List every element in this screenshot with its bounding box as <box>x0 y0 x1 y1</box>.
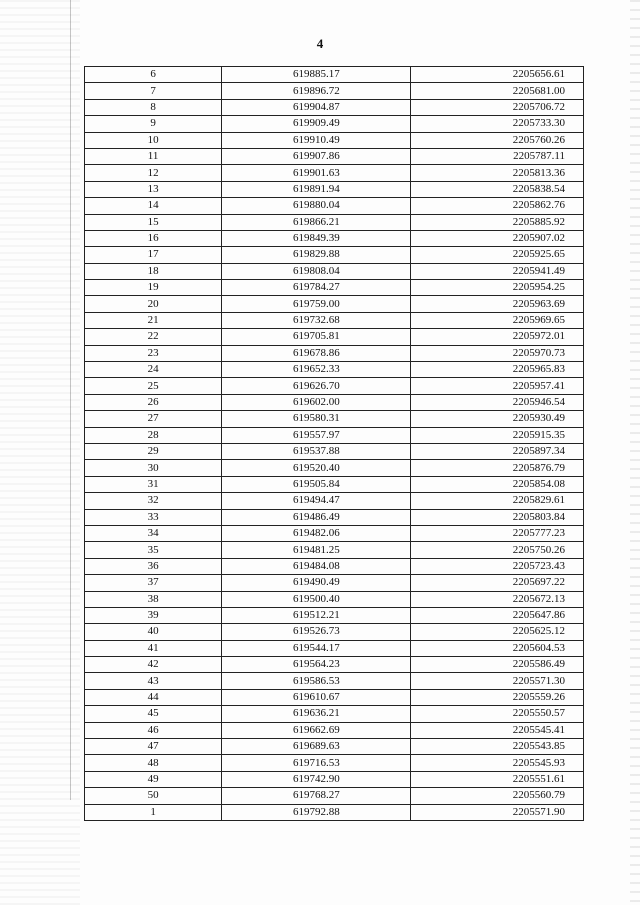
x-coordinate-cell: 619484.08 <box>222 558 411 574</box>
y-coordinate-cell: 2205970.73 <box>411 345 584 361</box>
point-number-cell: 38 <box>85 591 222 607</box>
y-coordinate-cell: 2205604.53 <box>411 640 584 656</box>
point-number-cell: 14 <box>85 198 222 214</box>
x-coordinate-cell: 619910.49 <box>222 132 411 148</box>
y-coordinate-cell: 2205972.01 <box>411 329 584 345</box>
table-row <box>85 722 584 738</box>
point-number-cell: 1 <box>85 804 222 820</box>
table-row <box>85 394 584 410</box>
table-row <box>85 771 584 787</box>
y-coordinate-cell: 2205969.65 <box>411 312 584 328</box>
point-number-cell: 17 <box>85 247 222 263</box>
table-row <box>85 230 584 246</box>
x-coordinate-cell: 619494.47 <box>222 493 411 509</box>
table-row <box>85 673 584 689</box>
table-row <box>85 476 584 492</box>
y-coordinate-cell: 2205862.76 <box>411 198 584 214</box>
point-number-cell: 26 <box>85 394 222 410</box>
y-coordinate-cell: 2205625.12 <box>411 624 584 640</box>
table-row <box>85 427 584 443</box>
y-coordinate-cell: 2205907.02 <box>411 230 584 246</box>
y-coordinate-cell: 2205551.61 <box>411 771 584 787</box>
point-number-cell: 6 <box>85 67 222 83</box>
y-coordinate-cell: 2205930.49 <box>411 411 584 427</box>
table-row <box>85 739 584 755</box>
x-coordinate-cell: 619526.73 <box>222 624 411 640</box>
table-row <box>85 755 584 771</box>
point-number-cell: 45 <box>85 706 222 722</box>
point-number-cell: 25 <box>85 378 222 394</box>
x-coordinate-cell: 619610.67 <box>222 689 411 705</box>
table-row <box>85 689 584 705</box>
table-row <box>85 198 584 214</box>
table-row <box>85 542 584 558</box>
table-row <box>85 657 584 673</box>
y-coordinate-cell: 2205838.54 <box>411 181 584 197</box>
x-coordinate-cell: 619705.81 <box>222 329 411 345</box>
x-coordinate-cell: 619759.00 <box>222 296 411 312</box>
x-coordinate-cell: 619716.53 <box>222 755 411 771</box>
x-coordinate-cell: 619678.86 <box>222 345 411 361</box>
table-row <box>85 788 584 804</box>
y-coordinate-cell: 2205957.41 <box>411 378 584 394</box>
point-number-cell: 39 <box>85 607 222 623</box>
y-coordinate-cell: 2205954.25 <box>411 280 584 296</box>
point-number-cell: 34 <box>85 525 222 541</box>
y-coordinate-cell: 2205885.92 <box>411 214 584 230</box>
x-coordinate-cell: 619602.00 <box>222 394 411 410</box>
point-number-cell: 21 <box>85 312 222 328</box>
point-number-cell: 13 <box>85 181 222 197</box>
x-coordinate-cell: 619732.68 <box>222 312 411 328</box>
table-row <box>85 116 584 132</box>
table-row <box>85 640 584 656</box>
table-row <box>85 329 584 345</box>
y-coordinate-cell: 2205586.49 <box>411 657 584 673</box>
x-coordinate-cell: 619901.63 <box>222 165 411 181</box>
table-row <box>85 247 584 263</box>
y-coordinate-cell: 2205925.65 <box>411 247 584 263</box>
y-coordinate-cell: 2205787.11 <box>411 148 584 164</box>
x-coordinate-cell: 619885.17 <box>222 67 411 83</box>
x-coordinate-cell: 619564.23 <box>222 657 411 673</box>
point-number-cell: 16 <box>85 230 222 246</box>
point-number-cell: 24 <box>85 362 222 378</box>
table-row <box>85 411 584 427</box>
point-number-cell: 46 <box>85 722 222 738</box>
y-coordinate-cell: 2205545.93 <box>411 755 584 771</box>
x-coordinate-cell: 619580.31 <box>222 411 411 427</box>
x-coordinate-cell: 619907.86 <box>222 148 411 164</box>
x-coordinate-cell: 619490.49 <box>222 575 411 591</box>
y-coordinate-cell: 2205876.79 <box>411 460 584 476</box>
point-number-cell: 47 <box>85 739 222 755</box>
x-coordinate-cell: 619742.90 <box>222 771 411 787</box>
point-number-cell: 7 <box>85 83 222 99</box>
y-coordinate-cell: 2205854.08 <box>411 476 584 492</box>
point-number-cell: 31 <box>85 476 222 492</box>
y-coordinate-cell: 2205760.26 <box>411 132 584 148</box>
point-number-cell: 43 <box>85 673 222 689</box>
table-row <box>85 263 584 279</box>
point-number-cell: 20 <box>85 296 222 312</box>
table-row <box>85 706 584 722</box>
y-coordinate-cell: 2205750.26 <box>411 542 584 558</box>
y-coordinate-cell: 2205560.79 <box>411 788 584 804</box>
point-number-cell: 32 <box>85 493 222 509</box>
table-row <box>85 181 584 197</box>
x-coordinate-cell: 619544.17 <box>222 640 411 656</box>
y-coordinate-cell: 2205697.22 <box>411 575 584 591</box>
point-number-cell: 41 <box>85 640 222 656</box>
y-coordinate-cell: 2205813.36 <box>411 165 584 181</box>
x-coordinate-cell: 619792.88 <box>222 804 411 820</box>
point-number-cell: 11 <box>85 148 222 164</box>
table-row <box>85 132 584 148</box>
y-coordinate-cell: 2205723.43 <box>411 558 584 574</box>
table-row <box>85 804 584 820</box>
x-coordinate-cell: 619482.06 <box>222 525 411 541</box>
x-coordinate-cell: 619849.39 <box>222 230 411 246</box>
table-row <box>85 591 584 607</box>
table-row <box>85 525 584 541</box>
x-coordinate-cell: 619557.97 <box>222 427 411 443</box>
point-number-cell: 48 <box>85 755 222 771</box>
point-number-cell: 15 <box>85 214 222 230</box>
scan-artifact-line <box>70 0 71 800</box>
y-coordinate-cell: 2205963.69 <box>411 296 584 312</box>
x-coordinate-cell: 619784.27 <box>222 280 411 296</box>
y-coordinate-cell: 2205672.13 <box>411 591 584 607</box>
point-number-cell: 36 <box>85 558 222 574</box>
coordinates-table <box>84 66 584 821</box>
x-coordinate-cell: 619520.40 <box>222 460 411 476</box>
table-row <box>85 83 584 99</box>
y-coordinate-cell: 2205656.61 <box>411 67 584 83</box>
point-number-cell: 28 <box>85 427 222 443</box>
y-coordinate-cell: 2205965.83 <box>411 362 584 378</box>
x-coordinate-cell: 619904.87 <box>222 99 411 115</box>
point-number-cell: 49 <box>85 771 222 787</box>
y-coordinate-cell: 2205571.90 <box>411 804 584 820</box>
point-number-cell: 29 <box>85 443 222 459</box>
y-coordinate-cell: 2205829.61 <box>411 493 584 509</box>
y-coordinate-cell: 2205803.84 <box>411 509 584 525</box>
x-coordinate-cell: 619896.72 <box>222 83 411 99</box>
x-coordinate-cell: 619481.25 <box>222 542 411 558</box>
y-coordinate-cell: 2205733.30 <box>411 116 584 132</box>
table-row <box>85 99 584 115</box>
table-row <box>85 148 584 164</box>
x-coordinate-cell: 619768.27 <box>222 788 411 804</box>
point-number-cell: 19 <box>85 280 222 296</box>
table-row <box>85 443 584 459</box>
y-coordinate-cell: 2205706.72 <box>411 99 584 115</box>
point-number-cell: 33 <box>85 509 222 525</box>
point-number-cell: 23 <box>85 345 222 361</box>
point-number-cell: 10 <box>85 132 222 148</box>
table-row <box>85 624 584 640</box>
x-coordinate-cell: 619909.49 <box>222 116 411 132</box>
point-number-cell: 18 <box>85 263 222 279</box>
y-coordinate-cell: 2205647.86 <box>411 607 584 623</box>
table-row <box>85 378 584 394</box>
y-coordinate-cell: 2205543.85 <box>411 739 584 755</box>
point-number-cell: 30 <box>85 460 222 476</box>
table-row <box>85 362 584 378</box>
scan-artifact-right <box>630 0 640 905</box>
table-row <box>85 575 584 591</box>
x-coordinate-cell: 619512.21 <box>222 607 411 623</box>
page-number: 4 <box>316 36 324 51</box>
x-coordinate-cell: 619586.53 <box>222 673 411 689</box>
table-row <box>85 345 584 361</box>
x-coordinate-cell: 619891.94 <box>222 181 411 197</box>
x-coordinate-cell: 619486.49 <box>222 509 411 525</box>
x-coordinate-cell: 619662.69 <box>222 722 411 738</box>
table-row <box>85 509 584 525</box>
x-coordinate-cell: 619505.84 <box>222 476 411 492</box>
x-coordinate-cell: 619500.40 <box>222 591 411 607</box>
y-coordinate-cell: 2205571.30 <box>411 673 584 689</box>
point-number-cell: 12 <box>85 165 222 181</box>
y-coordinate-cell: 2205915.35 <box>411 427 584 443</box>
x-coordinate-cell: 619880.04 <box>222 198 411 214</box>
table-row <box>85 493 584 509</box>
y-coordinate-cell: 2205545.41 <box>411 722 584 738</box>
x-coordinate-cell: 619636.21 <box>222 706 411 722</box>
y-coordinate-cell: 2205681.00 <box>411 83 584 99</box>
table-row <box>85 558 584 574</box>
table-row <box>85 67 584 83</box>
point-number-cell: 35 <box>85 542 222 558</box>
x-coordinate-cell: 619689.63 <box>222 739 411 755</box>
point-number-cell: 42 <box>85 657 222 673</box>
point-number-cell: 22 <box>85 329 222 345</box>
point-number-cell: 50 <box>85 788 222 804</box>
x-coordinate-cell: 619829.88 <box>222 247 411 263</box>
point-number-cell: 40 <box>85 624 222 640</box>
point-number-cell: 37 <box>85 575 222 591</box>
coordinates-table-body <box>85 67 584 821</box>
scan-artifact-left <box>0 0 80 905</box>
y-coordinate-cell: 2205946.54 <box>411 394 584 410</box>
x-coordinate-cell: 619626.70 <box>222 378 411 394</box>
y-coordinate-cell: 2205550.57 <box>411 706 584 722</box>
table-row <box>85 460 584 476</box>
point-number-cell: 8 <box>85 99 222 115</box>
point-number-cell: 44 <box>85 689 222 705</box>
table-row <box>85 280 584 296</box>
table-row <box>85 165 584 181</box>
table-row <box>85 607 584 623</box>
table-row <box>85 312 584 328</box>
x-coordinate-cell: 619866.21 <box>222 214 411 230</box>
y-coordinate-cell: 2205559.26 <box>411 689 584 705</box>
table-row <box>85 296 584 312</box>
table-row <box>85 214 584 230</box>
y-coordinate-cell: 2205941.49 <box>411 263 584 279</box>
point-number-cell: 9 <box>85 116 222 132</box>
x-coordinate-cell: 619652.33 <box>222 362 411 378</box>
y-coordinate-cell: 2205897.34 <box>411 443 584 459</box>
y-coordinate-cell: 2205777.23 <box>411 525 584 541</box>
x-coordinate-cell: 619537.88 <box>222 443 411 459</box>
point-number-cell: 27 <box>85 411 222 427</box>
x-coordinate-cell: 619808.04 <box>222 263 411 279</box>
